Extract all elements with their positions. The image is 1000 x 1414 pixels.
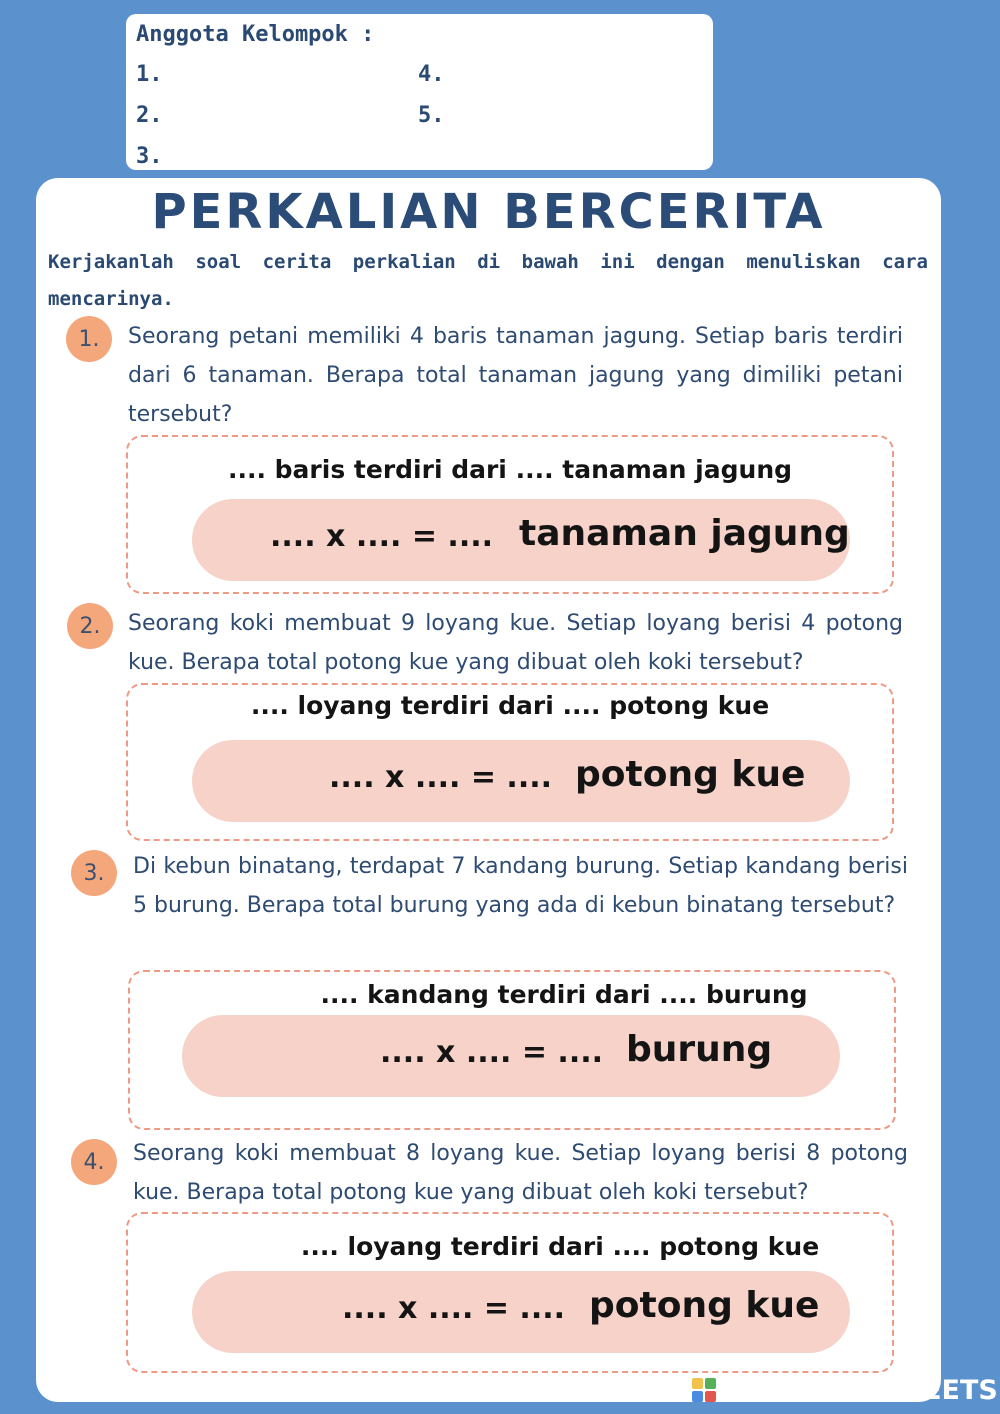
page-title: PERKALIAN BERCERITA: [151, 184, 826, 240]
problem-number-badge: 4.: [71, 1139, 117, 1185]
answer-box: [128, 970, 896, 1130]
problem-number-badge: 2.: [67, 603, 113, 649]
answer-sentence[interactable]: .... baris terdiri dari .... tanaman jagung: [227, 455, 793, 484]
member-slot-5: 5.: [418, 103, 445, 128]
answer-box: [126, 683, 894, 841]
member-slot-4: 4.: [418, 62, 445, 87]
member-slot-2: 2.: [136, 103, 163, 128]
answer-box: [126, 1212, 894, 1373]
equation-pill: [182, 1015, 840, 1097]
member-slot-3: 3.: [136, 144, 163, 169]
equation-text[interactable]: .... x .... = ....: [380, 1035, 604, 1070]
equation-text[interactable]: .... x .... = ....: [342, 1291, 566, 1326]
equation-pill: [192, 499, 850, 581]
answer-sentence[interactable]: .... kandang terdiri dari .... burung: [320, 980, 808, 1009]
equation-pill: [192, 740, 850, 822]
instruction-text: Kerjakanlah soal cerita perkalian di bawah ini dengan menuliskan cara mencarinya.: [48, 251, 928, 310]
answer-sentence[interactable]: .... loyang terdiri dari .... potong kue: [250, 691, 770, 720]
answer-box: [126, 435, 894, 594]
unit-label: tanaman jagung: [519, 513, 850, 554]
liveworksheets-logo: [692, 1374, 998, 1406]
liveworksheets-logo-icon: [692, 1378, 716, 1402]
problem-question: Seorang koki membuat 8 loyang kue. Setiap loyang berisi 8 potong kue. Berapa total potong kue yang dibuat oleh koki tersebut?: [133, 1141, 908, 1205]
unit-label: potong kue: [589, 1285, 820, 1326]
unit-label: potong kue: [575, 754, 806, 795]
brand-name: LIVEWORKSHEETS: [720, 1374, 998, 1406]
answer-sentence[interactable]: .... loyang terdiri dari .... potong kue: [300, 1232, 820, 1261]
equation-pill: [192, 1271, 850, 1353]
group-members-box: [126, 14, 713, 170]
problem-question: Seorang petani memiliki 4 baris tanaman jagung. Setiap baris terdiri dari 6 tanaman. Berapa total tanaman jagung yang dimiliki petani tersebut?: [128, 324, 903, 427]
problem-question: Di kebun binatang, terdapat 7 kandang burung. Setiap kandang berisi 5 burung. Berapa total burung yang ada di kebun binatang tersebut?: [133, 854, 908, 918]
equation-text[interactable]: .... x .... = ....: [270, 519, 494, 554]
problem-number-badge: 1.: [66, 316, 112, 362]
worksheet-card: [36, 178, 941, 1402]
problem-question: Seorang koki membuat 9 loyang kue. Setiap loyang berisi 4 potong kue. Berapa total potong kue yang dibuat oleh koki tersebut?: [128, 611, 903, 675]
equation-text[interactable]: .... x .... = ....: [329, 760, 553, 795]
unit-label: burung: [626, 1029, 773, 1070]
group-members-title: Anggota Kelompok :: [136, 22, 375, 47]
member-slot-1: 1.: [136, 62, 163, 87]
problem-number-badge: 3.: [71, 850, 117, 896]
